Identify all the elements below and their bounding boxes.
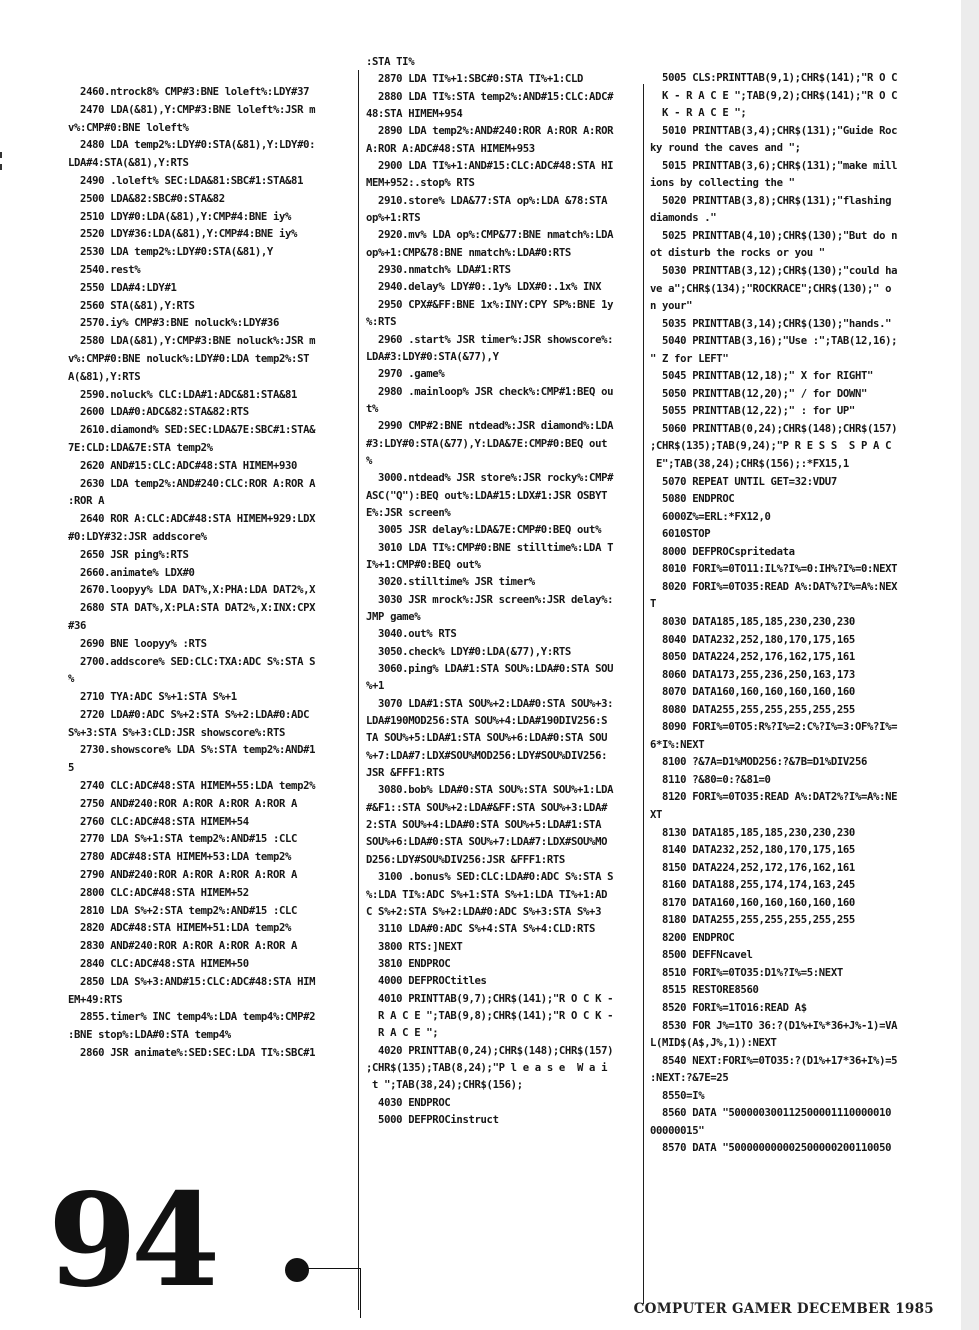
code-line: 2870 LDA TI%+1:SBC#0:STA TI%+1:CLD <box>366 73 584 86</box>
code-line: K - R A C E "; <box>650 107 747 120</box>
code-line: 8520 FORI%=1TO16:READ A$ <box>650 1001 807 1014</box>
code-line: 2470 LDA(&81),Y:CMP#3:BNE loleft%:JSR m <box>68 103 316 116</box>
code-line: 2670.loopyy% LDA DAT%,X:PHA:LDA DAT2%,X <box>68 584 316 597</box>
code-line: 2840 CLC:ADC#48:STA HIMEM+50 <box>68 958 249 971</box>
code-line: v%:CMP#0:BNE loleft% <box>68 121 189 134</box>
code-line: 8540 NEXT:FORI%=0TO35:?(D1%+17*36+I%)=5 <box>650 1054 898 1067</box>
code-line: 3005 JSR delay%:LDA&7E:CMP#0:BEQ out% <box>366 524 602 537</box>
code-line: 2520 LDY#36:LDA(&81),Y:CMP#4:BNE iy% <box>68 228 298 241</box>
code-line: 2810 LDA S%+2:STA temp2%:AND#15 :CLC <box>68 904 298 917</box>
code-line: 2590.noluck% CLC:LDA#1:ADC&81:STA&81 <box>68 388 298 401</box>
code-line: 2700.addscore% SED:CLC:TXA:ADC S%:STA S <box>68 655 316 668</box>
code-line: 3110 LDA#0:ADC S%+4:STA S%+4:CLD:RTS <box>366 923 596 936</box>
code-line: 2690 BNE loopyy% :RTS <box>68 637 207 650</box>
code-line: 5025 PRINTTAB(4,10);CHR$(130);"But do n <box>650 229 898 242</box>
code-line: 2860 JSR animate%:SED:SEC:LDA TI%:SBC#1 <box>68 1047 316 1060</box>
code-line: 3050.check% LDY#0:LDA(&77),Y:RTS <box>366 645 571 658</box>
code-line: 5040 PRINTTAB(3,16);"Use :";TAB(12,16); <box>650 335 898 348</box>
code-line: 2510 LDY#0:LDA(&81),Y:CMP#4:BNE iy% <box>68 210 292 223</box>
code-line: 6010STOP <box>650 528 711 541</box>
code-line: 8515 RESTORE8560 <box>650 984 759 997</box>
code-line: 3020.stilltime% JSR timer% <box>366 576 535 589</box>
code-line: 5050 PRINTTAB(12,20);" / for DOWN" <box>650 387 868 400</box>
code-line: 2750 AND#240:ROR A:ROR A:ROR A:ROR A <box>68 797 298 810</box>
code-line: #&F1::STA SOU%+2:LDA#&FF:STA SOU%+3:LDA# <box>366 801 608 814</box>
code-line: C S%+2:STA S%+2:LDA#0:ADC S%+3:STA S%+3 <box>366 905 602 918</box>
code-line: 2950 CPX#&FF:BNE 1x%:INY:CPY SP%:BNE 1y <box>366 298 614 311</box>
code-line: t ";TAB(38,24);CHR$(156); <box>366 1079 523 1092</box>
code-line: I%+1:CMP#0:BEQ out% <box>366 558 481 571</box>
code-line: 8500 DEFFNcavel <box>650 949 753 962</box>
code-line: 5080 ENDPROC <box>650 493 735 506</box>
code-line: 8020 FORI%=0TO35:READ A%:DAT%?I%=A%:NEX <box>650 580 898 593</box>
code-line: 8200 ENDPROC <box>650 931 735 944</box>
code-line: 2610.diamond% SED:SEC:LDA&7E:SBC#1:STA& <box>68 424 316 437</box>
code-line: 3080.bob% LDA#0:STA SOU%:STA SOU%+1:LDA <box>366 784 614 797</box>
code-line: D256:LDY#SOU%DIV256:JSR &FFF1:RTS <box>366 853 565 866</box>
listing-column-right <box>650 70 940 1158</box>
code-line: R A C E "; <box>366 1027 439 1040</box>
code-line: #36 <box>68 619 87 632</box>
code-line: L(MID$(A$,J%,1)):NEXT <box>650 1037 777 1050</box>
code-line: 8070 DATA160,160,160,160,160,160 <box>650 686 855 699</box>
code-line: 5020 PRINTTAB(3,8);CHR$(131);"flashing <box>650 194 892 207</box>
code-line: 3060.ping% LDA#1:STA SOU%:LDA#0:STA SOU <box>366 663 614 676</box>
code-line: % <box>366 454 373 467</box>
code-line: % <box>68 673 75 686</box>
code-line: 6000Z%=ERL:*FX12,0 <box>650 510 771 523</box>
code-line: 2790 AND#240:ROR A:ROR A:ROR A:ROR A <box>68 869 298 882</box>
code-line: 5010 PRINTTAB(3,4);CHR$(131);"Guide Roc <box>650 124 898 137</box>
binding-mark <box>0 152 8 170</box>
code-line: 5000 DEFPROCinstruct <box>366 1113 499 1126</box>
code-line: 3070 LDA#1:STA SOU%+2:LDA#0:STA SOU%+3: <box>366 697 614 710</box>
adjacent-page-edge <box>961 0 979 1330</box>
code-line: 5035 PRINTTAB(3,14);CHR$(130);"hands." <box>650 317 892 330</box>
code-line: ot disturb the rocks or you " <box>650 247 825 260</box>
page-number: 94 <box>48 1182 215 1300</box>
code-line: 2530 LDA temp2%:LDY#0:STA(&81),Y <box>68 246 273 259</box>
code-line: 8100 ?&7A=D1%MOD256:?&7B=D1%DIV256 <box>650 756 868 769</box>
code-line: 3030 JSR mrock%:JSR screen%:JSR delay%: <box>366 593 614 606</box>
code-line: 8050 DATA224,252,176,162,175,161 <box>650 651 855 664</box>
code-line: t% <box>366 402 379 415</box>
code-line: 3040.out% RTS <box>366 628 457 641</box>
code-line: S%+3:STA S%+3:CLD:JSR showscore%:RTS <box>68 726 286 739</box>
code-line: 2960 .start% JSR timer%:JSR showscore%: <box>366 333 614 346</box>
code-line: 2770 LDA S%+1:STA temp2%:AND#15 :CLC <box>68 833 298 846</box>
code-line: 5005 CLS:PRINTTAB(9,1);CHR$(141);"R O C <box>650 72 898 84</box>
code-line: 8060 DATA173,255,236,250,163,173 <box>650 668 855 681</box>
code-line: :ROR A <box>68 495 105 508</box>
code-line: 2620 AND#15:CLC:ADC#48:STA HIMEM+930 <box>68 459 298 472</box>
code-line: 2855.timer% INC temp4%:LDA temp4%:CMP#2 <box>68 1011 316 1024</box>
code-line: 2910.store% LDA&77:STA op%:LDA &78:STA <box>366 194 608 207</box>
code-line: 4000 DEFPROCtitles <box>366 975 487 988</box>
code-line: E%:JSR screen% <box>366 506 451 519</box>
magazine-footer: COMPUTER GAMER DECEMBER 1985 <box>633 1301 934 1317</box>
code-line: TA SOU%+5:LDA#1:STA SOU%+6:LDA#0:STA SOU <box>366 732 608 745</box>
code-line: 8550=I% <box>650 1089 705 1102</box>
code-line: %+7:LDA#7:LDX#SOU%MOD256:LDY#SOU%DIV256: <box>366 749 608 762</box>
code-line: 2930.nmatch% LDA#1:RTS <box>366 264 511 277</box>
code-line: 3810 ENDPROC <box>366 957 451 970</box>
code-line: 7E:CLD:LDA&7E:STA temp2% <box>68 441 213 454</box>
code-line: #3:LDY#0:STA(&77),Y:LDA&7E:CMP#0:BEQ out <box>366 437 608 450</box>
code-line: 2490 .loleft% SEC:LDA&81:SBC#1:STA&81 <box>68 174 304 187</box>
code-line: #0:LDY#32:JSR addscore% <box>68 530 207 543</box>
code-line: 8000 DEFPROCspritedata <box>650 545 795 558</box>
code-line: ;CHR$(135);TAB(8,24);"P l e a s e W a i <box>366 1061 608 1074</box>
code-line: 5055 PRINTTAB(12,22);" : for UP" <box>650 405 855 418</box>
code-line: 2980 .mainloop% JSR check%:CMP#1:BEQ ou <box>366 385 614 398</box>
code-line: 2720 LDA#0:ADC S%+2:STA S%+2:LDA#0:ADC <box>68 708 310 721</box>
code-line: EM+49:RTS <box>68 993 123 1006</box>
code-line: MEM+952:.stop% RTS <box>366 177 475 190</box>
decorative-dot <box>285 1258 309 1282</box>
code-line: 2820 ADC#48:STA HIMEM+51:LDA temp2% <box>68 922 292 935</box>
code-line: 5070 REPEAT UNTIL GET=32:VDU7 <box>650 475 837 488</box>
code-line: 2800 CLC:ADC#48:STA HIMEM+52 <box>68 886 249 899</box>
code-line: ions by collecting the " <box>650 177 795 190</box>
code-line: 2850 LDA S%+3:AND#15:CLC:ADC#48:STA HIM <box>68 975 316 988</box>
code-line: 48:STA HIMEM+954 <box>366 108 463 121</box>
code-line: 2640 ROR A:CLC:ADC#48:STA HIMEM+929:LDX <box>68 513 316 526</box>
code-line: 8040 DATA232,252,180,170,175,165 <box>650 633 855 646</box>
code-line: 2970 .game% <box>366 368 445 381</box>
code-line: 2760 CLC:ADC#48:STA HIMEM+54 <box>68 815 249 828</box>
code-line: 2780 ADC#48:STA HIMEM+53:LDA temp2% <box>68 851 292 864</box>
decorative-rule <box>360 1268 361 1318</box>
code-line: 2570.iy% CMP#3:BNE noluck%:LDY#36 <box>68 317 279 330</box>
code-line: 2900 LDA TI%+1:AND#15:CLC:ADC#48:STA HI <box>366 160 614 173</box>
code-line: E";TAB(38,24);CHR$(156);:*FX15,1 <box>650 458 849 471</box>
code-line: 2580 LDA(&81),Y:CMP#3:BNE noluck%:JSR m <box>68 335 316 348</box>
decorative-rule <box>300 1268 360 1269</box>
code-line: JSR &FFF1:RTS <box>366 767 445 780</box>
code-line: 8110 ?&80=0:?&81=0 <box>650 773 771 786</box>
code-line: 8030 DATA185,185,185,230,230,230 <box>650 615 855 628</box>
code-line: 2680 STA DAT%,X:PLA:STA DAT2%,X:INX:CPX <box>68 602 316 615</box>
code-line: 2920.mv% LDA op%:CMP&77:BNE nmatch%:LDA <box>366 229 614 242</box>
code-line: T <box>650 598 657 611</box>
code-line: 8090 FORI%=0TO5:R%?I%=2:C%?I%=3:OF%?I%= <box>650 721 898 734</box>
code-line: 4030 ENDPROC <box>366 1096 451 1109</box>
code-line: %:RTS <box>366 316 397 329</box>
code-line: 8170 DATA160,160,160,160,160,160 <box>650 896 855 909</box>
code-line: 2500 LDA&82:SBC#0:STA&82 <box>68 192 225 205</box>
code-line: 2560 STA(&81),Y:RTS <box>68 299 195 312</box>
code-line: 2710 TYA:ADC S%+1:STA S%+1 <box>68 691 237 704</box>
code-line: diamonds ." <box>650 212 717 225</box>
code-line: ;CHR$(135);TAB(9,24);"P R E S S S P A C <box>650 440 892 453</box>
code-line: 8140 DATA232,252,180,170,175,165 <box>650 844 855 857</box>
code-line: " Z for LEFT" <box>650 352 729 365</box>
code-line: R A C E ";TAB(9,8);CHR$(141);"R O C K - <box>366 1009 614 1022</box>
code-line: 8130 DATA185,185,185,230,230,230 <box>650 826 855 839</box>
code-line: SOU%+6:LDA#0:STA SOU%+7:LDA#7:LDX#SOU%MO <box>366 836 608 849</box>
code-line: ASC("Q"):BEQ out%:LDA#15:LDX#1:JSR OSBYT <box>366 489 608 502</box>
code-line: 3100 .bonus% SED:CLC:LDA#0:ADC S%:STA S <box>366 871 614 884</box>
code-line: 8570 DATA "500000000002500000200110050 <box>650 1142 892 1155</box>
code-line: 2480 LDA temp2%:LDY#0:STA(&81),Y:LDY#0: <box>68 139 316 152</box>
code-line: LDA#4:STA(&81),Y:RTS <box>68 157 189 170</box>
code-line: :STA TI% <box>366 56 415 68</box>
listing-column-middle <box>366 54 638 1129</box>
code-line: 2730.showscore% LDA S%:STA temp2%:AND#1 <box>68 744 316 757</box>
code-line: 4020 PRINTTAB(0,24);CHR$(148);CHR$(157) <box>366 1044 614 1057</box>
code-line: ve a";CHR$(134);"ROCKRACE";CHR$(130);" o <box>650 282 892 295</box>
code-line: 2740 CLC:ADC#48:STA HIMEM+55:LDA temp2% <box>68 780 316 793</box>
column-divider <box>358 70 359 1310</box>
code-line: v%:CMP#0:BNE noluck%:LDY#0:LDA temp2%:ST <box>68 352 310 365</box>
code-line: A:ROR A:ADC#48:STA HIMEM+953 <box>366 142 535 155</box>
code-line: 8080 DATA255,255,255,255,255,255 <box>650 703 855 716</box>
code-line: LDA#190MOD256:STA SOU%+4:LDA#190DIV256:S <box>366 715 608 728</box>
code-line: n your" <box>650 300 693 313</box>
code-line: 2940.delay% LDY#0:.1y% LDX#0:.1x% INX <box>366 281 602 294</box>
code-line: LDA#3:LDY#0:STA(&77),Y <box>366 350 499 363</box>
code-line: 8150 DATA224,252,172,176,162,161 <box>650 861 855 874</box>
code-line: A(&81),Y:RTS <box>68 370 141 383</box>
code-line: 8560 DATA "500000300112500001110000010 <box>650 1107 892 1120</box>
code-line: 8510 FORI%=0TO35:D1%?I%=5:NEXT <box>650 966 843 979</box>
code-line: ky round the caves and "; <box>650 142 801 155</box>
code-line: op%+1:RTS <box>366 212 421 225</box>
code-line: 3800 RTS:]NEXT <box>366 940 463 953</box>
code-line: 8120 FORI%=0TO35:READ A%:DAT2%?I%=A%:NE <box>650 791 898 804</box>
code-line: 2460.ntrock8% CMP#3:BNE loleft%:LDY#37 <box>68 86 310 98</box>
code-line: op%+1:CMP&78:BNE nmatch%:LDA#0:RTS <box>366 246 571 259</box>
code-line: 2550 LDA#4:LDY#1 <box>68 281 177 294</box>
code-line: 5030 PRINTTAB(3,12);CHR$(130);"could ha <box>650 265 898 278</box>
code-line: XT <box>650 808 663 821</box>
code-line: 3000.ntdead% JSR store%:JSR rocky%:CMP# <box>366 472 614 485</box>
code-line: 2880 LDA TI%:STA temp2%:AND#15:CLC:ADC# <box>366 90 614 103</box>
code-line: 5 <box>68 762 75 775</box>
code-line: 2650 JSR ping%:RTS <box>68 548 189 561</box>
code-line: 2660.animate% LDX#0 <box>68 566 195 579</box>
code-line: 5015 PRINTTAB(3,6);CHR$(131);"make mill <box>650 159 898 172</box>
code-line: :BNE stop%:LDA#0:STA temp4% <box>68 1029 231 1042</box>
code-line: 5060 PRINTTAB(0,24);CHR$(148);CHR$(157) <box>650 422 898 435</box>
code-line: 8010 FORI%=0TO11:IL%?I%=0:IH%?I%=0:NEXT <box>650 563 898 576</box>
code-line: %+1 <box>366 680 385 693</box>
code-line: 2630 LDA temp2%:AND#240:CLC:ROR A:ROR A <box>68 477 316 490</box>
code-line: K - R A C E ";TAB(9,2);CHR$(141);"R O C <box>650 89 898 102</box>
code-line: 6*I%:NEXT <box>650 738 705 751</box>
code-line: 2600 LDA#0:ADC&82:STA&82:RTS <box>68 406 249 419</box>
code-line: 2540.rest% <box>68 263 141 276</box>
code-line: %:LDA TI%:ADC S%+1:STA S%+1:LDA TI%+1:AD <box>366 888 608 901</box>
code-line: 2990 CMP#2:BNE ntdead%:JSR diamond%:LDA <box>366 420 614 433</box>
code-line: JMP game% <box>366 611 421 623</box>
column-divider <box>643 84 644 1304</box>
code-line: :NEXT:?&7E=25 <box>650 1072 729 1085</box>
code-line: 4010 PRINTTAB(9,7);CHR$(141);"R O C K - <box>366 992 614 1005</box>
code-line: 2830 AND#240:ROR A:ROR A:ROR A:ROR A <box>68 940 298 953</box>
code-line: 00000015" <box>650 1124 705 1137</box>
code-line: 8180 DATA255,255,255,255,255,255 <box>650 914 855 927</box>
code-line: 2:STA SOU%+4:LDA#0:STA SOU%+5:LDA#1:STA <box>366 819 602 832</box>
code-line: 3010 LDA TI%:CMP#0:BNE stilltime%:LDA T <box>366 541 614 554</box>
code-line: 8530 FOR J%=1TO 36:?(D1%+I%*36+J%-1)=VA <box>650 1019 898 1032</box>
code-line: 2890 LDA temp2%:AND#240:ROR A:ROR A:ROR <box>366 125 614 138</box>
listing-column-left <box>68 84 350 1063</box>
code-line: 5045 PRINTTAB(12,18);" X for RIGHT" <box>650 370 874 383</box>
code-line: 8160 DATA188,255,174,174,163,245 <box>650 879 855 892</box>
